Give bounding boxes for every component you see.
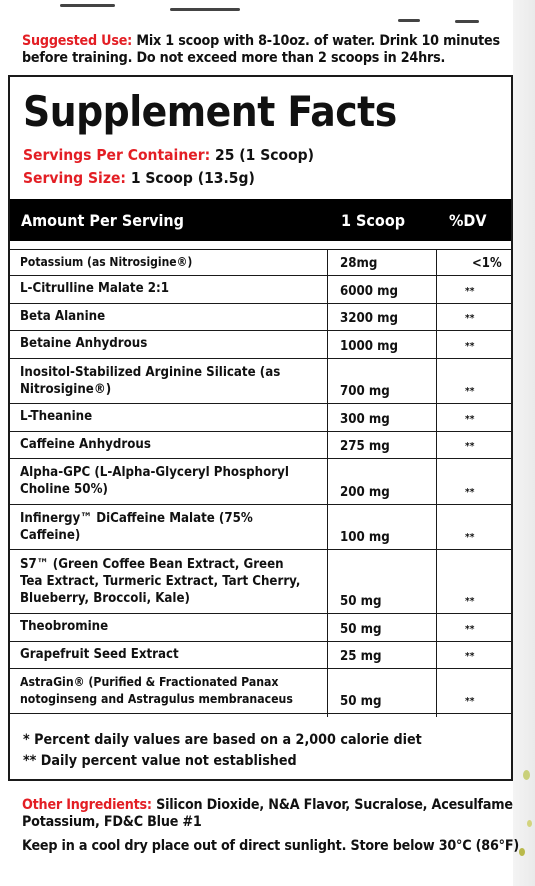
servings-label: Servings Per Container:	[23, 146, 211, 164]
footnote-percent-dv: * Percent daily values are based on a 2,000 calorie diet	[23, 732, 422, 748]
table-row	[10, 304, 511, 331]
table-row	[10, 642, 511, 669]
table-header	[10, 199, 511, 241]
other-ingredients-text: Silicon Dioxide, N&A Flavor, Sucralose, Acesulfame Potassium, FD&C Blue #1	[22, 797, 513, 830]
ingredient-name: Inositol-Stabilized Arginine Silicate (as Nitrosigine®)	[20, 365, 281, 397]
table-row	[10, 550, 511, 614]
ingredient-dv: **	[465, 487, 475, 498]
footnote-not-established: ** Daily percent value not established	[23, 753, 297, 769]
header-dv: %DV	[449, 211, 487, 230]
ingredient-name: S7™ (Green Coffee Bean Extract, Green Tea Extract, Turmeric Extract, Tart Cherry, Blueberry, Broccoli, Kale)	[20, 557, 301, 606]
edge-mark	[455, 20, 479, 23]
ingredient-amount: 28mg	[340, 256, 378, 271]
ingredient-amount: 200 mg	[340, 485, 390, 500]
table-row	[10, 359, 511, 404]
table-row	[10, 276, 511, 304]
servings-per-container	[23, 146, 314, 164]
storage-instructions: Keep in a cool dry place out of direct sunlight. Store below 30°C (86°F)	[22, 838, 519, 854]
ingredient-dv: **	[465, 313, 475, 324]
table-row	[10, 249, 511, 276]
ingredient-dv: **	[465, 341, 475, 352]
ingredient-dv: **	[465, 624, 475, 635]
table-row	[10, 432, 511, 459]
ingredient-amount: 25 mg	[340, 649, 382, 664]
ingredient-dv: **	[465, 414, 475, 425]
table-row	[10, 404, 511, 432]
ingredient-amount: 275 mg	[340, 439, 390, 454]
edge-mark	[398, 19, 420, 22]
header-amount: Amount Per Serving	[21, 211, 184, 230]
serving-size-value: 1 Scoop (13.5g)	[125, 169, 255, 187]
ingredient-dv: **	[465, 386, 475, 397]
serving-size	[23, 169, 255, 187]
other-ingredients	[22, 797, 522, 831]
ingredient-name: Betaine Anhydrous	[20, 336, 148, 351]
ingredient-amount: 300 mg	[340, 412, 390, 427]
ingredient-dv: **	[465, 696, 475, 707]
ingredient-amount: 100 mg	[340, 530, 390, 545]
ingredient-name: AstraGin® (Purified & Fractionated Panax notoginseng and Astragulus membranaceus	[20, 675, 293, 706]
ingredient-amount: 50 mg	[340, 694, 382, 709]
edge-mark	[60, 4, 115, 7]
table-row	[10, 669, 511, 714]
header-scoop: 1 Scoop	[341, 211, 406, 230]
ingredient-name: Caffeine Anhydrous	[20, 437, 151, 452]
serving-size-label: Serving Size:	[23, 169, 126, 187]
ingredient-name: L-Theanine	[20, 409, 93, 424]
leaf-decoration	[519, 848, 525, 856]
ingredient-dv: **	[465, 441, 475, 452]
suggested-use	[22, 33, 530, 67]
ingredient-amount: 50 mg	[340, 594, 382, 609]
suggested-use-label: Suggested Use:	[22, 33, 133, 49]
ingredient-dv: **	[465, 286, 475, 297]
table-row	[10, 614, 511, 642]
ingredient-name: Beta Alanine	[20, 309, 106, 324]
ingredient-dv: <1%	[472, 256, 502, 271]
ingredient-amount: 3200 mg	[340, 311, 399, 326]
ingredient-name: Theobromine	[20, 619, 109, 634]
supplement-facts-panel	[8, 75, 513, 781]
table-row	[10, 505, 511, 550]
ingredient-dv: **	[465, 651, 475, 662]
right-edge-strip	[513, 0, 535, 886]
suggested-use-text: Mix 1 scoop with 8-10oz. of water. Drink 10 minutes before training. Do not exceed more than 2 scoops in 24hrs.	[22, 33, 500, 66]
leaf-decoration	[527, 820, 532, 827]
facts-table	[10, 249, 511, 714]
table-row	[10, 459, 511, 505]
other-ingredients-label: Other Ingredients:	[22, 797, 152, 813]
ingredient-name: Alpha-GPC (L-Alpha-Glyceryl Phosphoryl Choline 50%)	[20, 465, 289, 497]
leaf-decoration	[523, 770, 530, 780]
servings-value: 25 (1 Scoop)	[210, 146, 315, 164]
ingredient-amount: 6000 mg	[340, 284, 399, 299]
ingredient-amount: 1000 mg	[340, 339, 399, 354]
ingredient-dv: **	[465, 596, 475, 607]
ingredient-name: Potassium (as Nitrosigine®)	[20, 255, 193, 269]
ingredient-name: Infinergy™ DiCaffeine Malate (75% Caffeine)	[20, 511, 253, 543]
ingredient-dv: **	[465, 532, 475, 543]
ingredient-name: L-Citrulline Malate 2:1	[20, 281, 170, 296]
ingredient-amount: 700 mg	[340, 384, 390, 399]
ingredient-amount: 50 mg	[340, 622, 382, 637]
table-row	[10, 331, 511, 359]
ingredient-name: Grapefruit Seed Extract	[20, 647, 179, 662]
edge-mark	[170, 8, 240, 11]
panel-title: Supplement Facts	[23, 87, 397, 136]
